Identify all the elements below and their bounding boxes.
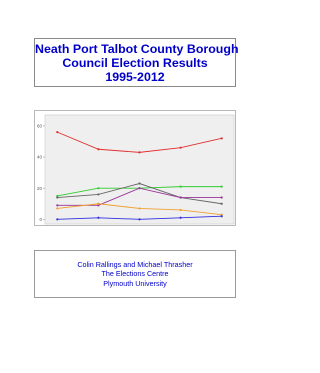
series-point [221, 215, 223, 217]
series-point [97, 187, 99, 189]
series-point [221, 186, 223, 188]
credits-organisation: The Elections Centre [101, 269, 169, 279]
series-point [56, 196, 58, 198]
credits-authors: Colin Rallings and Michael Thrasher [77, 260, 193, 269]
series-point [179, 217, 181, 219]
series-point [97, 203, 99, 205]
title-line-3: 1995-2012 [105, 70, 165, 84]
series-point [138, 187, 140, 189]
election-results-chart [34, 110, 236, 226]
series-point [179, 147, 181, 149]
title-line-1: Neath Port Talbot County Borough [35, 42, 239, 56]
series-point [56, 207, 58, 209]
title-line-2: Council Election Results [62, 56, 208, 70]
series-point [97, 148, 99, 150]
y-tick-label: 60 [36, 123, 42, 129]
series-point [97, 217, 99, 219]
series-point [97, 193, 99, 195]
series-point [221, 196, 223, 198]
series-point [179, 196, 181, 198]
series-point [56, 204, 58, 206]
series-point [179, 209, 181, 211]
series-point [179, 186, 181, 188]
line-chart-svg [35, 111, 237, 227]
series-point [138, 151, 140, 153]
credits-university: Plymouth University [103, 278, 167, 288]
y-tick-label: 20 [36, 185, 42, 191]
series-point [138, 218, 140, 220]
y-tick-label: 0 [39, 216, 42, 222]
credits-box [34, 250, 236, 298]
title-box [34, 38, 239, 87]
series-point [221, 137, 223, 139]
series-point [138, 207, 140, 209]
y-tick-label: 40 [36, 154, 42, 160]
series-point [221, 203, 223, 205]
series-point [56, 131, 58, 133]
series-point [138, 182, 140, 184]
series-point [56, 218, 58, 220]
